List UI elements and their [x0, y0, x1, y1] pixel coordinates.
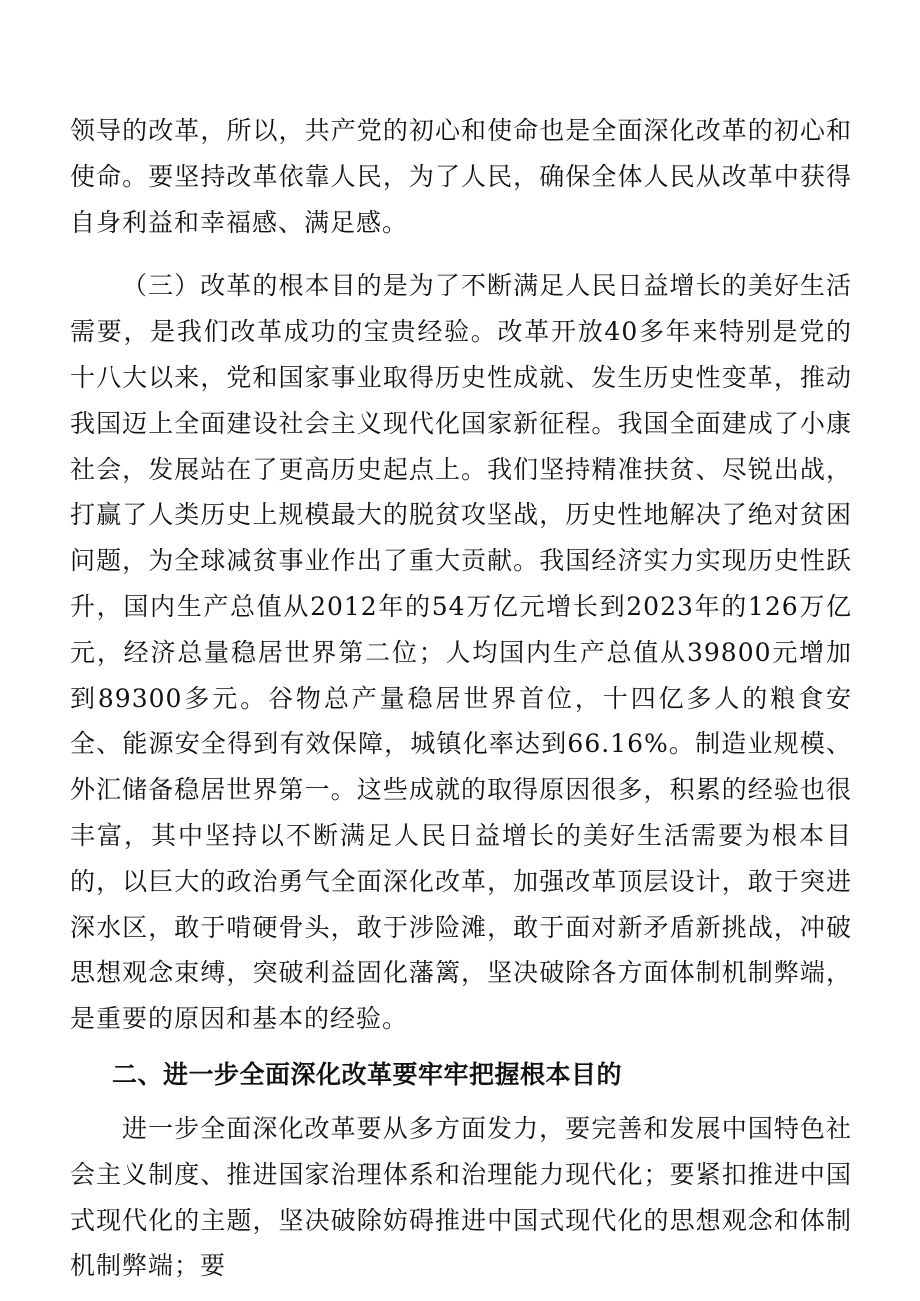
- document-body: [70, 108, 852, 1289]
- paragraph-continuation: 领导的改革，所以，共产党的初心和使命也是全面深化改革的初心和使命。要坚持改革依靠人民，为了人民，确保全体人民从改革中获得自身利益和幸福感、满足感。: [70, 116, 852, 237]
- paragraph-section-three: （三）改革的根本目的是为了不断满足人民日益增长的美好生活需要，是我们改革成功的宝贵经验。改革开放40多年来特别是党的十八大以来，党和国家事业取得历史性成就、发生历史性变革，推动我国迈上全面建设社会主义现代化国家新征程。我国全面建成了小康社会，发展站在了更高历史起点上。我们坚持精准扶贫、尽锐出战，打赢了人类历史上规模最大的脱贫攻坚战，历史性地解决了绝对贫困问题，为全球减贫事业作出了重大贡献。我国经济实力实现历史性跃升，国内生产总值从2012年的54万亿元增长到2023年的126万亿元，经济总量稳居世界第二位；人均国内生产总值从39800元增加到89300多元。谷物总产量稳居世界首位，十四亿多人的粮食安全、能源安全得到有效保障，城镇化率达到66.16%。制造业规模、外汇储备稳居世界第一。这些成就的取得原因很多，积累的经验也很丰富，其中坚持以不断满足人民日益增长的美好生活需要为根本目的，以巨大的政治勇气全面深化改革，加强改革顶层设计，敢于突进深水区，敢于啃硬骨头，敢于涉险滩，敢于面对新矛盾新挑战，冲破思想观念束缚，突破利益固化藩篱，坚决破除各方面体制机制弊端，是重要的原因和基本的经验。: [70, 271, 852, 1034]
- section-heading: 二、进一步全面深化改革要牢牢把握根本目的: [112, 1059, 623, 1089]
- paragraph-closing: 进一步全面深化改革要从多方面发力，要完善和发展中国特色社会主义制度、推进国家治理体系和治理能力现代化；要紧扣推进中国式现代化的主题，坚决破除妨碍推进中国式现代化的思想观念和体制机制弊端；要: [70, 1113, 852, 1281]
